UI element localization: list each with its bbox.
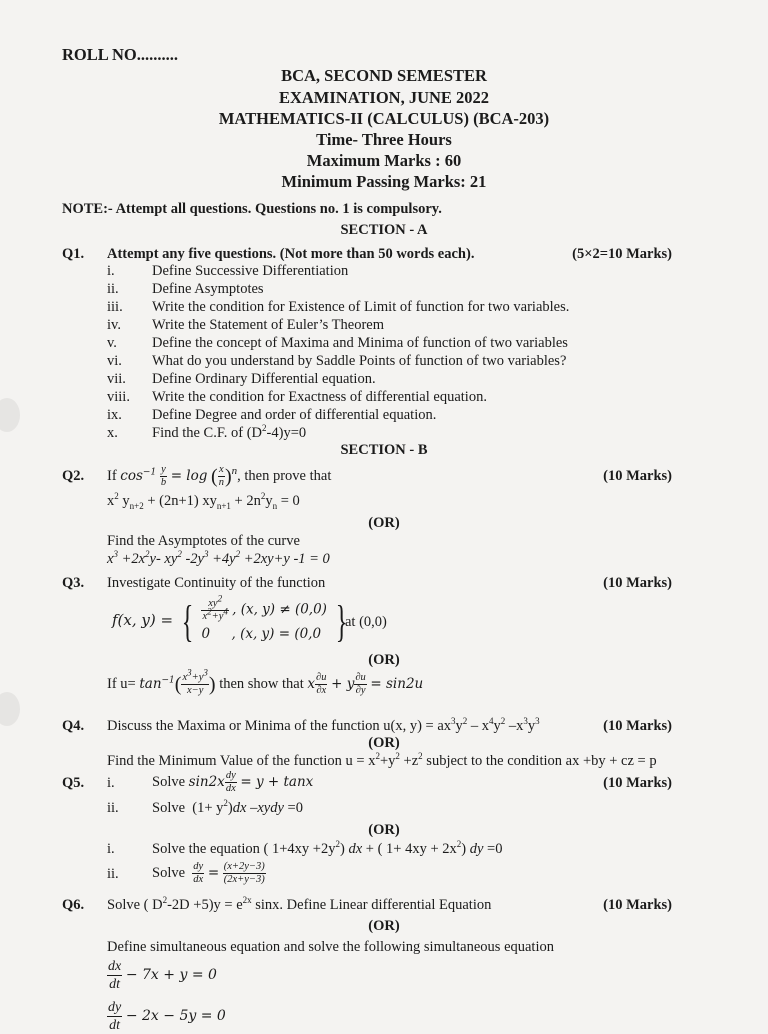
course-title: BCA, SECOND SEMESTER <box>281 66 487 85</box>
q6-or-text: Define simultaneous equation and solve the following simultaneous equation <box>107 939 554 955</box>
q6-eq1: $\frac{dx}{dt}$ − 7x + y = 0 <box>108 959 217 993</box>
q5-solve: Solve <box>152 774 186 790</box>
q5-or-ii-text: Solve $\frac{dy}{dx}$ = $\frac{(x+2y-3)}{(2x+y-3)}$ <box>152 861 265 886</box>
punch-hole-bottom <box>0 692 20 726</box>
q2-equation: $x^2$ $y_{n+2} + (2n+1) xy_{n+1} + 2n^2y_n = 0$ <box>107 491 300 511</box>
q1-item-text: Define Degree and order of differential equation. <box>152 407 437 423</box>
q5-marks: (10 Marks) <box>603 775 672 791</box>
section-b-heading: SECTION - B <box>340 442 428 458</box>
q4-number: Q4. <box>62 718 85 734</box>
q1-item-text: Define the concept of Maxima and Minima of function of two variables <box>152 335 568 351</box>
q2-statement: If $\cos^{-1}$ $\frac{y}{b}$ = log ( $\frac{x}{n}$ )$^n$, then prove that <box>107 464 332 489</box>
q1-item-number: iv. <box>107 317 121 333</box>
punch-hole-top <box>0 398 20 432</box>
q6-eq2: $\frac{dy}{dt}$ − 2x − 5y = 0 <box>108 1000 226 1034</box>
section-a-heading: SECTION - A <box>340 222 428 238</box>
q1-item-text: Write the Statement of Euler’s Theorem <box>152 317 385 333</box>
q1-item-text: Write the condition for Exactness of differential equation. <box>152 389 487 405</box>
or-label: (OR) <box>368 735 400 751</box>
q3-or-then: then show that <box>219 676 304 692</box>
roll-no: ROLL NO.......... <box>62 45 178 64</box>
q3-at: at (0,0) <box>345 614 387 630</box>
time-line: Time- Three Hours <box>316 130 452 149</box>
q3-number: Q3. <box>62 575 85 591</box>
q5-i: i. <box>107 775 115 791</box>
q1-item-number: vi. <box>107 353 122 369</box>
q1-item-number: ii. <box>107 281 119 297</box>
q1-item-text: What do you understand by Saddle Points of function of two variables? <box>152 353 567 369</box>
q5-or-ii: ii. <box>107 866 119 882</box>
q2-log: = log <box>170 468 208 484</box>
or-label: (OR) <box>368 515 400 531</box>
q2-marks: (10 Marks) <box>603 468 672 484</box>
or-label: (OR) <box>368 652 400 668</box>
q6-text: Solve ( $D^2-2D +5)y = e^{2x}$ sinx. Define Linear differential Equation <box>107 895 492 913</box>
note: NOTE:- Attempt all questions. Questions no. 1 is compulsory. <box>62 201 442 217</box>
q5-ii: ii. <box>107 800 119 816</box>
q5-solve: Solve <box>152 865 186 881</box>
q1-title: Attempt any five questions. (Not more than 50 words each). <box>107 246 475 262</box>
q6-marks: (10 Marks) <box>603 897 672 913</box>
q2-lhs: $\cos^{-1}$ <box>120 467 157 484</box>
q5-i-text: Solve sin2x $\frac{dy}{dx}$ = y + tanx <box>152 770 314 795</box>
q1-item-text <box>152 425 306 442</box>
q1-item10-label: Find the C.F. of <box>152 425 244 441</box>
q1-marks: (5×2=10 Marks) <box>572 246 672 262</box>
q1-item-number: i. <box>107 263 115 279</box>
q1-item-number: x. <box>107 425 118 441</box>
q3-or-if: If u= <box>107 676 136 692</box>
q3-text: Investigate Continuity of the function <box>107 575 326 591</box>
q1-item-number: vii. <box>107 371 126 387</box>
exam-title: EXAMINATION, JUNE 2022 <box>278 88 490 107</box>
or-label: (OR) <box>368 918 400 934</box>
q2-frac-y-b: $\frac{y}{b}$ <box>160 464 167 489</box>
q3-piecewise: f(x, y) = { $\frac{xy^2}{x^2+y^4}$ , (x, y) ≠ (0,0) 0 , (x, y) = (0,0 } <box>112 593 347 646</box>
q3-marks: (10 Marks) <box>603 575 672 591</box>
q3-or-statement: If $u= \tan^{-1}$( $\frac{x^3+y^3}{x-y}$ ) then show that x $\frac{\partial u}{\partial x}$ + y $\frac{\partial u}{\partial y}$ = sin2u <box>107 667 424 697</box>
q6-number: Q6. <box>62 897 85 913</box>
q1-item-text: Define Successive Differentiation <box>152 263 349 279</box>
q1-item-text: Define Asymptotes <box>152 281 264 297</box>
q4-text: Discuss the Maxima or Minima of the function u(x, $y) = ax^3y^2 - x^4y^2$ $-x^3y^3$ <box>107 716 540 734</box>
q1-item-text: Write the condition for Existence of Limit of function for two variables. <box>152 299 570 315</box>
min-marks: Minimum Passing Marks: 21 <box>281 172 487 191</box>
q2-number: Q2. <box>62 468 85 484</box>
q4-marks: (10 Marks) <box>603 718 672 734</box>
q2-or-text: Find the Asymptotes of the curve <box>107 533 300 549</box>
q5-number: Q5. <box>62 775 85 791</box>
or-label: (OR) <box>368 822 400 838</box>
q1-item10-expr: $(D^2-4)y=0$ <box>246 423 307 441</box>
q5-ii-text: Solve $(1+ y^2)dx$ –xydy =0 <box>152 798 303 816</box>
q1-item-text: Define Ordinary Differential equation. <box>152 371 376 387</box>
q5-or-i-text: Solve the equation ( $1+4xy +2y^2$) dx + ( $1+ 4xy + 2x^2$) dy =0 <box>152 839 503 857</box>
paper-title: MATHEMATICS-II (CALCULUS) (BCA-203) <box>218 109 550 128</box>
q2-frac-x-n: $\frac{x}{n}$ <box>218 464 224 489</box>
q2-curve: $x^3 +2x^2y-$ $xy^2$ $-2y^3 +4y^2 +2xy+y$ -1 = 0 <box>107 549 330 567</box>
q1-item-number: v. <box>107 335 117 351</box>
q2-if: If <box>107 468 117 484</box>
q1-item-number: viii. <box>107 389 130 405</box>
q5-or-i: i. <box>107 841 115 857</box>
max-marks: Maximum Marks : 60 <box>306 151 462 170</box>
q1-item-number: ix. <box>107 407 122 423</box>
q1-number: Q1. <box>62 246 85 262</box>
q2-then-prove: , then prove that <box>237 468 332 484</box>
q1-item-number: iii. <box>107 299 123 315</box>
q4-or-text: Find the Minimum Value of the function $u = x^2+y^2 +z^2$ subject to the condition ax +by + cz = p <box>107 751 657 769</box>
